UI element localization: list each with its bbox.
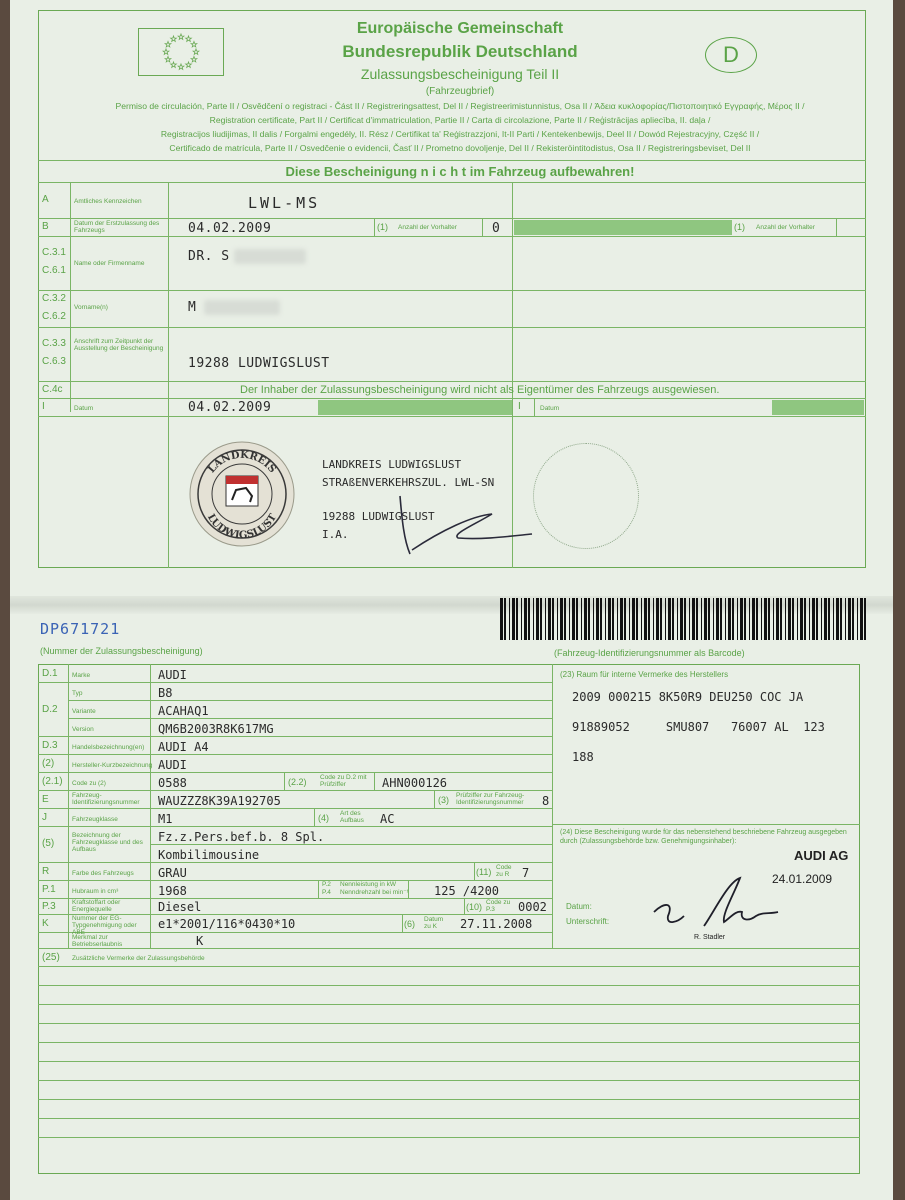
header-translation-1: Permiso de circulación, Parte II / Osvědčení o registraci - Část II / Registreringsattest, Del II / Registreerimistunnistus, Osa II / Άδεια κυκλοφορίας/Πιστοποιητικό Εγγραφής, Μέρος II / [115,101,805,111]
code-c31: C.3.1 [42,247,66,258]
label-color: Farbe des Fahrzeugs [72,870,134,877]
code-c4c: C.4c [42,384,63,395]
code-c61: C.6.1 [42,265,66,276]
code-4: (4) [318,813,329,823]
code-b1: (1) [377,222,388,232]
label-issuer: (24) Diese Bescheinigung wurde für das nebenstehend beschriebene Fahrzeug ausgegeben durch (Zulassungsbehörde bzw. Genehmigungsinhaber): [560,829,847,845]
authority-line4: I.A. [322,528,349,541]
label-fuel: Kraftstoffart oder Energiequelle [72,899,121,913]
label-vin: Fahrzeug-Identifizierungsnummer [72,792,140,806]
header-translation-4: Certificado de matrícula, Parte II / Osvedčenie o evidencii, Časť II / Prometno dovoljenje, Del II / Rekisteröintitodistus, Osa II / Registreringsbeviset, Del II [169,143,751,153]
code-2-2: (2.2) [288,777,307,787]
header-translation-2: Registration certificate, Part II / Certificat d'immatriculation, Partie II / Carta di circolazione, Parte II / Reģistrācijas apliecība, II. daļa / [209,115,711,125]
date-value: 04.02.2009 [188,400,272,415]
code-p2: P.2 [322,881,331,888]
internal-line1: 2009 000215 8K50R9 DEU250 COC JA [572,690,804,704]
code-r: R [42,866,50,877]
fuel-value: Diesel [158,900,202,914]
code-p3: P.3 [42,901,56,912]
vin-value: WAUZZZ8K39A192705 [158,794,281,808]
code-b1-right: (1) [734,222,745,232]
label-vehicle-class: Fahrzeugklasse [72,816,118,823]
code-10: (10) [466,902,483,912]
code-i-right: I [518,401,521,412]
label-make: Marke [72,672,91,679]
label-approval-date: Datum zu K [424,916,444,930]
code-c62: C.6.2 [42,311,66,322]
code-d3: D.3 [42,740,58,751]
displacement-value: 1968 [158,884,187,898]
color-value: GRAU [158,866,187,880]
code-d1: D.1 [42,668,58,679]
label-trade-name: Handelsbezeichnung(en) [72,744,145,751]
make-value: AUDI [158,668,187,682]
label-prev-owners: Anzahl der Vorhalter [398,224,457,231]
vehicle-class-value: M1 [158,812,173,826]
label-displacement: Hubraum in cm³ [72,888,119,895]
fuel-code-value: 0002 [518,900,547,914]
prev-owners-value: 0 [492,221,501,236]
label-code-2-2: Code zu D.2 mit Prüfziffer [320,774,367,788]
code-11: (11) [476,867,492,877]
code-k: K [42,918,49,929]
label-version: Version [72,726,94,733]
address-value: 19288 LUDWIGSLUST [188,356,330,371]
code-3: (3) [438,795,449,805]
variant-value: ACAHAQ1 [158,704,209,718]
code-c63: C.6.3 [42,356,66,367]
code-5: (5) [42,838,55,849]
svg-text:LUDWIGSLUST: LUDWIGSLUST [204,512,280,542]
label-additional-notes: Zusätzliche Vermerke der Zulassungsbehörde [72,955,205,962]
code-2-1: (2.1) [42,776,63,787]
code-c33: C.3.3 [42,338,66,349]
label-rpm: Nenndrehzahl bei min⁻¹ [340,889,409,896]
issuer-date: 24.01.2009 [772,872,833,886]
label-fuel-code: Code zu P.3 [486,899,511,913]
document-number: DP671721 [40,620,121,638]
redacted-name [234,249,306,264]
body-type-value: AC [380,812,395,826]
approval-date-value: 27.11.2008 [460,917,533,931]
header-line2: Bundesrepublik Deutschland [342,42,578,61]
code-2-2-value: AHN000126 [382,776,448,790]
seal-icon [188,440,296,548]
authority-signature [382,490,542,560]
label-address: Anschrift zum Zeitpunkt der Ausstellung der Bescheinigung [74,338,164,352]
type-approval-value: e1*2001/116*0430*10 [158,917,296,931]
label-color-code: Code zu R [496,864,512,878]
label-code-2: Code zu (2) [72,780,106,787]
barcode-label: (Fahrzeug-Identifizierungsnummer als Barcode) [554,648,745,658]
label-internal-notes: (23) Raum für interne Vermerke des Herstellers [560,670,729,679]
header-translation-3: Registracijos liudijimas, II dalis / Forgalmi engedély, II. Rész / Certifikat ta' Reġistrazzjoni, It-II Parti / Kentekenbewijs, Deel II / Dowód Rejestracyjny, Część II / [160,129,760,139]
code-b: B [42,221,49,232]
code-j: J [42,812,47,823]
code-e: E [42,794,49,805]
code-p4: P.4 [322,889,331,896]
plate-value: LWL-MS [248,194,321,212]
label-first-registration: Datum der Erstzulassung des Fahrzeugs [74,220,160,234]
code-2-value: 0588 [158,776,187,790]
label-prev-owners-right: Anzahl der Vorhalter [756,224,815,231]
authority-line3: 19288 LUDWIGSLUST [322,510,435,523]
code-25: (25) [42,952,60,963]
registration-document [10,0,893,1200]
stamp-circle-empty [533,443,639,549]
internal-line2: 91889052 SMU807 76007 AL 123 [572,720,825,734]
color-code-value: 7 [522,866,530,880]
label-operating-permit: Merkmal zur Betriebserlaubnis [72,934,123,948]
operating-permit-value: K [196,934,204,948]
header-line4: (Fahrzeugbrief) [425,86,495,97]
storage-notice: Diese Bescheinigung n i c h t im Fahrzeug aufbewahren! [285,164,635,179]
code-a: A [42,194,49,205]
code-c32: C.3.2 [42,293,66,304]
authority-line1: LANDKREIS LUDWIGSLUST [322,458,462,471]
version-value: QM6B2003R8K617MG [158,722,274,736]
label-body-type: Art des Aufbaus [340,810,364,824]
redacted-firstname [204,300,280,315]
code-i: I [42,401,45,412]
label-issue-date: Datum: [566,902,592,911]
label-name: Name oder Firmenname [74,260,145,267]
country-code-badge: D [705,37,757,73]
issuer-name: AUDI AG [794,848,849,863]
label-power: Nennleistung in kW [340,881,396,888]
label-date-right: Datum [540,405,560,412]
code-6: (6) [404,919,415,929]
code-2: (2) [42,758,55,769]
signatory-name: R. Stadler [694,934,726,941]
svg-text:LANDKREIS: LANDKREIS [206,449,278,476]
first-registration-value: 04.02.2009 [188,221,272,236]
label-date: Datum [74,405,94,412]
name-value: DR. S [188,249,230,264]
label-plate: Amtliches Kennzeichen [74,198,142,205]
label-class-desc: Bezeichnung der Fahrzeugklasse und des Aufbaus [72,832,143,853]
code-p1: P.1 [42,884,56,895]
document-number-label: (Nummer der Zulassungsbescheinigung) [40,646,203,656]
class-desc-value2: Kombilimousine [158,848,260,862]
label-checkdigit: Prüfziffer zur Fahrzeug-Identifizierungsnummer [456,792,525,806]
manufacturer-value: AUDI [158,758,187,772]
trade-name-value: AUDI A4 [158,740,209,754]
vin-barcode [500,598,868,640]
class-desc-value1: Fz.z.Pers.bef.b. 8 Spl. [158,830,325,844]
internal-line3: 188 [572,750,594,764]
code-d2: D.2 [42,704,58,715]
issuer-signature [644,872,794,934]
header-line3: Zulassungsbescheinigung Teil II [360,66,560,82]
label-variant: Variante [72,708,96,715]
label-manufacturer: Hersteller-Kurzbezeichnung [72,762,153,769]
checkdigit-value: 8 [542,794,550,808]
firstname-value: M [188,300,197,315]
label-type: Typ [72,690,83,697]
authority-line2: STRAßENVERKEHRSZUL. LWL-SN [322,476,495,489]
ownership-notice: Der Inhaber der Zulassungsbescheinigung wird nicht als Eigentümer des Fahrzeugs ausgewiesen. [240,384,720,396]
label-type-approval: Nummer der EG-Typgenehmigung oder ABE [72,915,137,936]
type-value: B8 [158,686,173,700]
official-seal [188,440,296,548]
header-line1: Europäische Gemeinschaft [356,20,564,37]
label-firstname: Vorname(n) [74,304,108,311]
label-signature: Unterschrift: [566,917,610,926]
power-value: 125 /4200 [434,884,500,898]
